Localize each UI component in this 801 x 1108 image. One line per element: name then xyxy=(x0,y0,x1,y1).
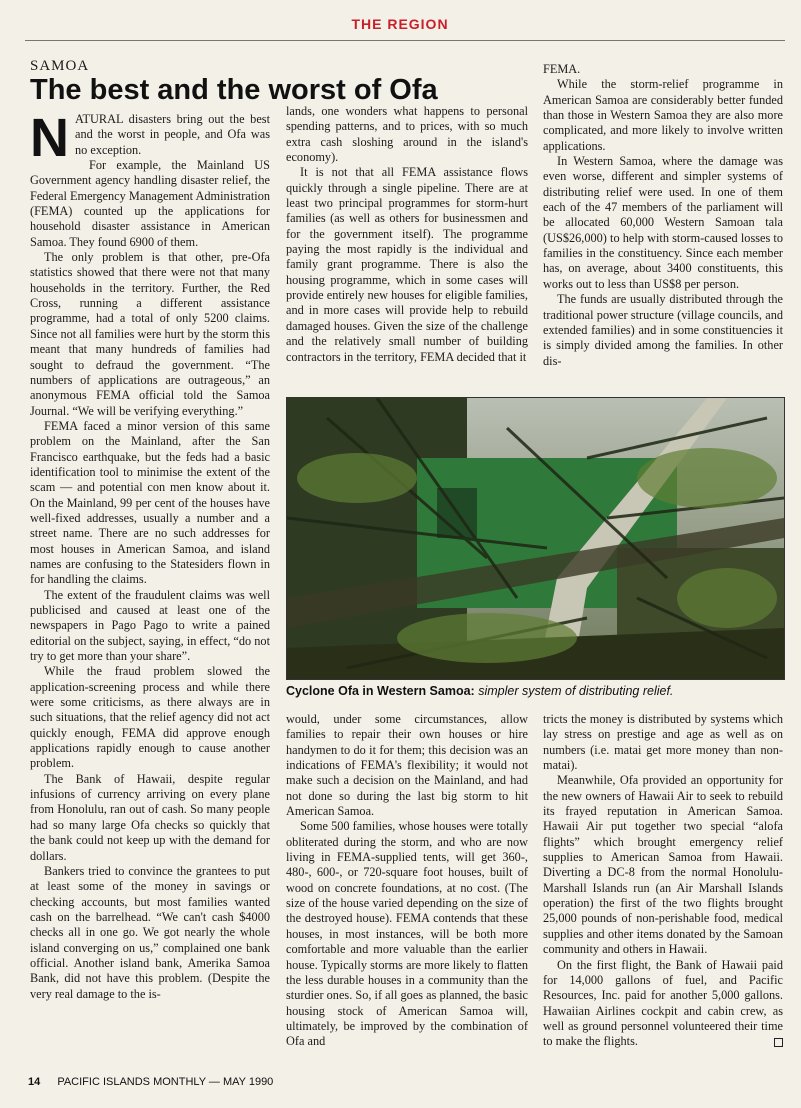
paragraph: would, under some circumstances, allow families to repair their own houses or hire handymen to do it for them; this decision was an indications of FEMA's flexibility; it would not make such a decision on the Mainland, and had not done so during the last big storm to hit American Samoa. xyxy=(286,712,528,819)
paragraph: It is not that all FEMA assistance flows quickly through a single pipeline. There are at least two principal programmes for storm-hurt families (as well as others for businessmen and for the government itself). The programme paying the most rapidly is the individual and family grant programme. There is also the housing programme, which in some cases will provide entirely new houses for eligible families, and in more cases will provide help to rebuild damaged houses. Given the size of the challenge and the relatively small number of building contractors in the territory, FEMA decided that it xyxy=(286,165,528,364)
paragraph: tricts the money is distributed by systems which lay stress on prestige and age as well as on numbers (i.e. matai get more money than non-matai). xyxy=(543,712,783,773)
column-2-bottom xyxy=(286,712,528,1050)
paragraph: FEMA faced a minor version of this same problem on the Mainland, after the San Francisco earthquake, but the feds had a basic identification tool to minimise the extent of the scam — and potential con men know about it. On the Mainland, 99 per cent of the houses have well-fixed addresses, usually a number and a street name. There are no such addresses for most houses in American Samoa, and island names are confusing to the Statesiders flown in for handling the claims. xyxy=(30,418,270,587)
top-rule xyxy=(25,40,785,41)
paragraph: On the first flight, the Bank of Hawaii paid for 14,000 gallons of fuel, and Pacific Resources, Inc. paid for another 5,000 gallons. Hawaiian Airlines cockpit and cabin crew, as well as ground personnel volunteered their time to make the flights. xyxy=(543,957,783,1049)
page-number: 14 xyxy=(28,1076,41,1088)
paragraph: Some 500 families, whose houses were totally obliterated during the storm, and who are now living in FEMA-supplied tents, will get 360-, 480-, 600-, or 720-square foot houses, built of wood on concrete foundations, at no cost. (The size of the house varied depending on the size of the destroyed house). FEMA contends that these houses, in most instances, will be both more comfortable and more valuable than the earlier house. Typically storms are more likely to flatten the less durable houses in a community than the sturdier ones. So, if all goes as planned, the basic housing stock of American Samoa will, ultimately, be improved by the combination of Ofa and xyxy=(286,819,528,1049)
page-footer xyxy=(28,1076,273,1088)
drop-cap: N xyxy=(30,108,69,168)
section-header: THE REGION xyxy=(351,16,449,32)
publication-line: PACIFIC ISLANDS MONTHLY — MAY 1990 xyxy=(57,1076,274,1088)
paragraph: In Western Samoa, where the damage was even worse, different and simpler systems of distributing relief were used. In one of them each of the 47 members of the parliament will be allocated 60,000 Western Samoan tala (US$26,000) to help with storm-caused losses to families in the constituency. Since each member has, on average, about 3400 constituents, this works out to less than US$8 per person. xyxy=(543,154,783,291)
caption-italic: simpler system of distributing relief. xyxy=(478,684,674,698)
paragraph: While the storm-relief programme in American Samoa are considerably better funded than those in Western Samoa they are also more complicated, and more likely to involve written applications. xyxy=(543,77,783,153)
paragraph: While the fraud problem slowed the application-screening process and while there were some criticisms, as there always are in such situations, that the relief agency did not act quickly enough, FEMA did approve enough applications rapidly enough to cause another problem. xyxy=(30,664,270,771)
cyclone-photo xyxy=(286,397,785,680)
column-2-top xyxy=(286,104,528,365)
paragraph: The funds are usually distributed through the traditional power structure (village councils, and extended families) and in some constituencies it is simply divided among the families. In other dis- xyxy=(543,292,783,368)
paragraph: FEMA. xyxy=(543,62,581,76)
column-1 xyxy=(30,108,270,1002)
cyclone-photo-illustration xyxy=(287,398,784,679)
paragraph: For example, the Mainland US Government agency handling disaster relief, the Federal Emergency Management Administration (FEMA) counted up the applications for household disaster assistance in American Samoa. They found 6900 of them. xyxy=(30,158,270,249)
end-of-article-mark xyxy=(774,1038,783,1047)
photo-caption xyxy=(286,684,783,698)
paragraph: The extent of the fraudulent claims was well publicised and caused at least one of the newspapers in Pago Pago to write a pained editorial on the subject, saying, in effect, “do not try to get more than your share”. xyxy=(30,587,270,664)
paragraph: Meanwhile, Ofa provided an opportunity for the new owners of Hawaii Air to seek to rebuild its frayed reputation in American Samoa. Hawaii Air put together two special “alofa flights” which brought emergency relief supplies to American Samoa from Hawaii. Diverting a DC-8 from the normal Honolulu-Marshall Islands run (an Air Marshall Islands operation) the first of the two flights brought 25,000 pounds of non-perishable food, medical supplies and other items donated by the Samoan community and others in Hawaii. xyxy=(543,773,783,957)
paragraph: The only problem is that other, pre-Ofa statistics showed that there were not that many households in the territory. Further, the Red Cross, running a different assistance programme, had a total of only 5200 claims. Since not all families were hurt by the storm this meant that many hundreds of families had sought to defraud the government. “The numbers of applications are outrageous,” an anonymous FEMA official told the Samoa Journal. “We will be verifying everything.” xyxy=(30,250,270,418)
paragraph: Bankers tried to convince the grantees to put at least some of the money in savings or checking accounts, but most families wanted cash on the barrelhead. “We can't cash $4000 checks all in one go. We got nearly the whole island converging on us,” complained one bank official. Another island bank, Amerika Samoa Bank, did not have this problem. (Despite the very real damage to the is- xyxy=(30,863,270,1001)
paragraph: NATURAL disasters bring out the best and the worst in people, and Ofa was no exception. xyxy=(30,108,270,168)
paragraph: The Bank of Hawaii, despite regular infusions of currency arriving on every plane from Honolulu, ran out of cash. So many people had so many large Ofa checks so quickly that the bank could not keep up with the demand for dollars. xyxy=(30,771,270,863)
article-headline: The best and the worst of Ofa xyxy=(30,74,438,106)
article-kicker: SAMOA xyxy=(30,58,90,74)
column-3-top xyxy=(543,62,783,369)
column-3-bottom xyxy=(543,712,783,1050)
paragraph: lands, one wonders what happens to personal spending patterns, and to prices, with so much extra cash sloshing around in the island's economy). xyxy=(286,104,528,165)
caption-bold: Cyclone Ofa in Western Samoa: xyxy=(286,684,475,698)
